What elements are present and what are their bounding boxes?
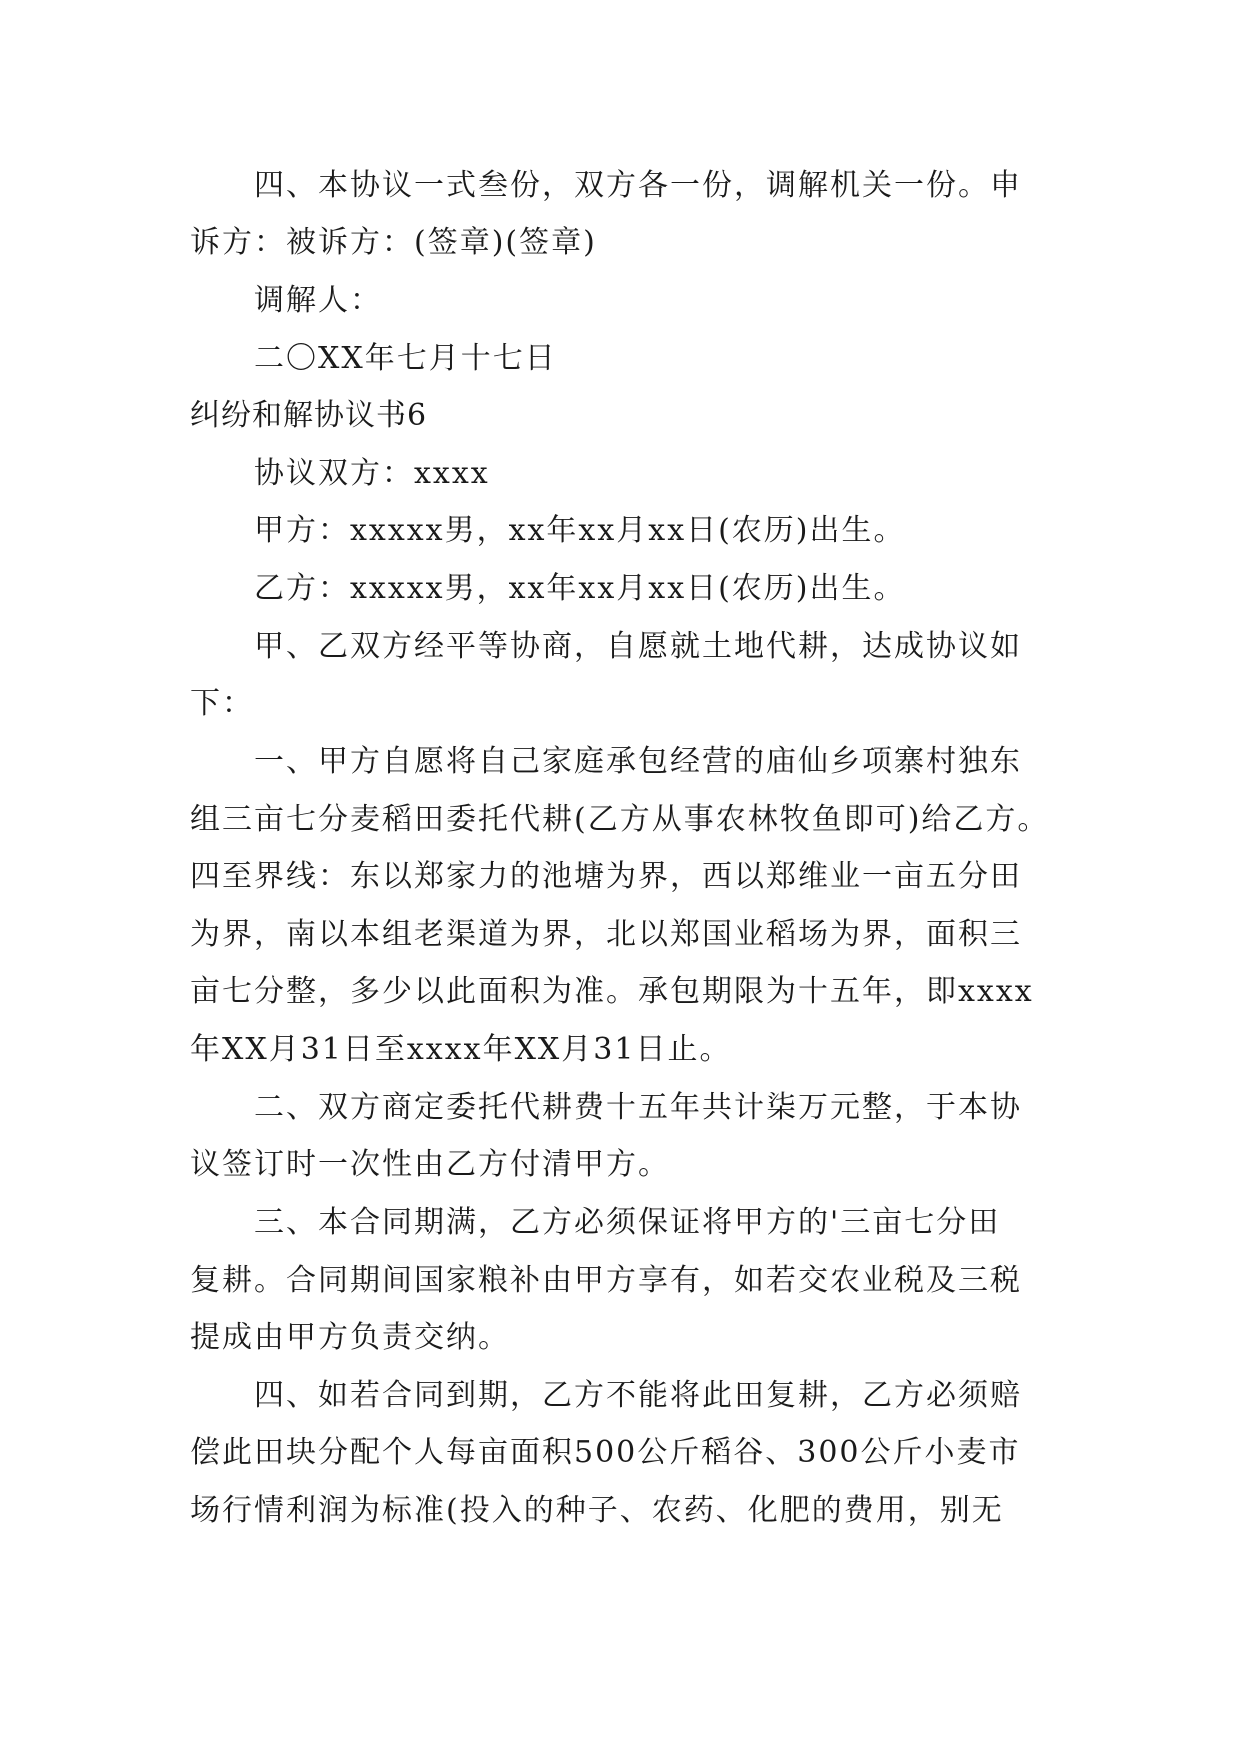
paragraph-line: 偿此田块分配个人每亩面积500公斤稻谷、300公斤小麦市 <box>190 1435 1021 1470</box>
paragraph-line: 四、本协议一式叁份，双方各一份，调解机关一份。申 <box>254 168 1022 203</box>
section-title: 纠纷和解协议书6 <box>190 398 428 433</box>
paragraph-line: 年XX月31日至xxxx年XX月31日止。 <box>190 1032 732 1067</box>
paragraph-line: 乙方：xxxxx男，xx年xx月xx日(农历)出生。 <box>254 571 906 606</box>
paragraph-line: 四至界线：东以郑家力的池塘为界，西以郑维业一亩五分田 <box>190 859 1022 894</box>
signature-line: 调解人： <box>254 283 382 318</box>
paragraph-line: 二、双方商定委托代耕费十五年共计柒万元整，于本协 <box>254 1090 1022 1125</box>
paragraph-line: 议签订时一次性由乙方付清甲方。 <box>190 1147 670 1182</box>
paragraph-line: 组三亩七分麦稻田委托代耕(乙方从事农林牧鱼即可)给乙方。 <box>190 802 1050 837</box>
paragraph-line: 下： <box>190 686 254 721</box>
paragraph-line: 三、本合同期满，乙方必须保证将甲方的'三亩七分田 <box>254 1205 1001 1240</box>
paragraph-line: 一、甲方自愿将自己家庭承包经营的庙仙乡项寨村独东 <box>254 744 1022 779</box>
paragraph-line: 为界，南以本组老渠道为界，北以郑国业稻场为界，面积三 <box>190 917 1022 952</box>
paragraph-line: 诉方：被诉方：(签章)(签章) <box>190 225 597 260</box>
paragraph-line: 提成由甲方负责交纳。 <box>190 1320 510 1355</box>
paragraph-line: 复耕。合同期间国家粮补由甲方享有，如若交农业税及三税 <box>190 1263 1022 1298</box>
paragraph-line: 甲方：xxxxx男，xx年xx月xx日(农历)出生。 <box>254 513 906 548</box>
paragraph-line: 协议双方：xxxx <box>254 456 490 491</box>
paragraph-line: 四、如若合同到期，乙方不能将此田复耕，乙方必须赔 <box>254 1378 1022 1413</box>
paragraph-line: 场行情利润为标准(投入的种子、农药、化肥的费用，别无 <box>190 1493 1004 1528</box>
paragraph-line: 甲、乙双方经平等协商，自愿就土地代耕，达成协议如 <box>254 629 1022 664</box>
date-line: 二〇XX年七月十七日 <box>254 341 557 376</box>
paragraph-line: 亩七分整，多少以此面积为准。承包期限为十五年，即xxxx <box>190 974 1034 1009</box>
